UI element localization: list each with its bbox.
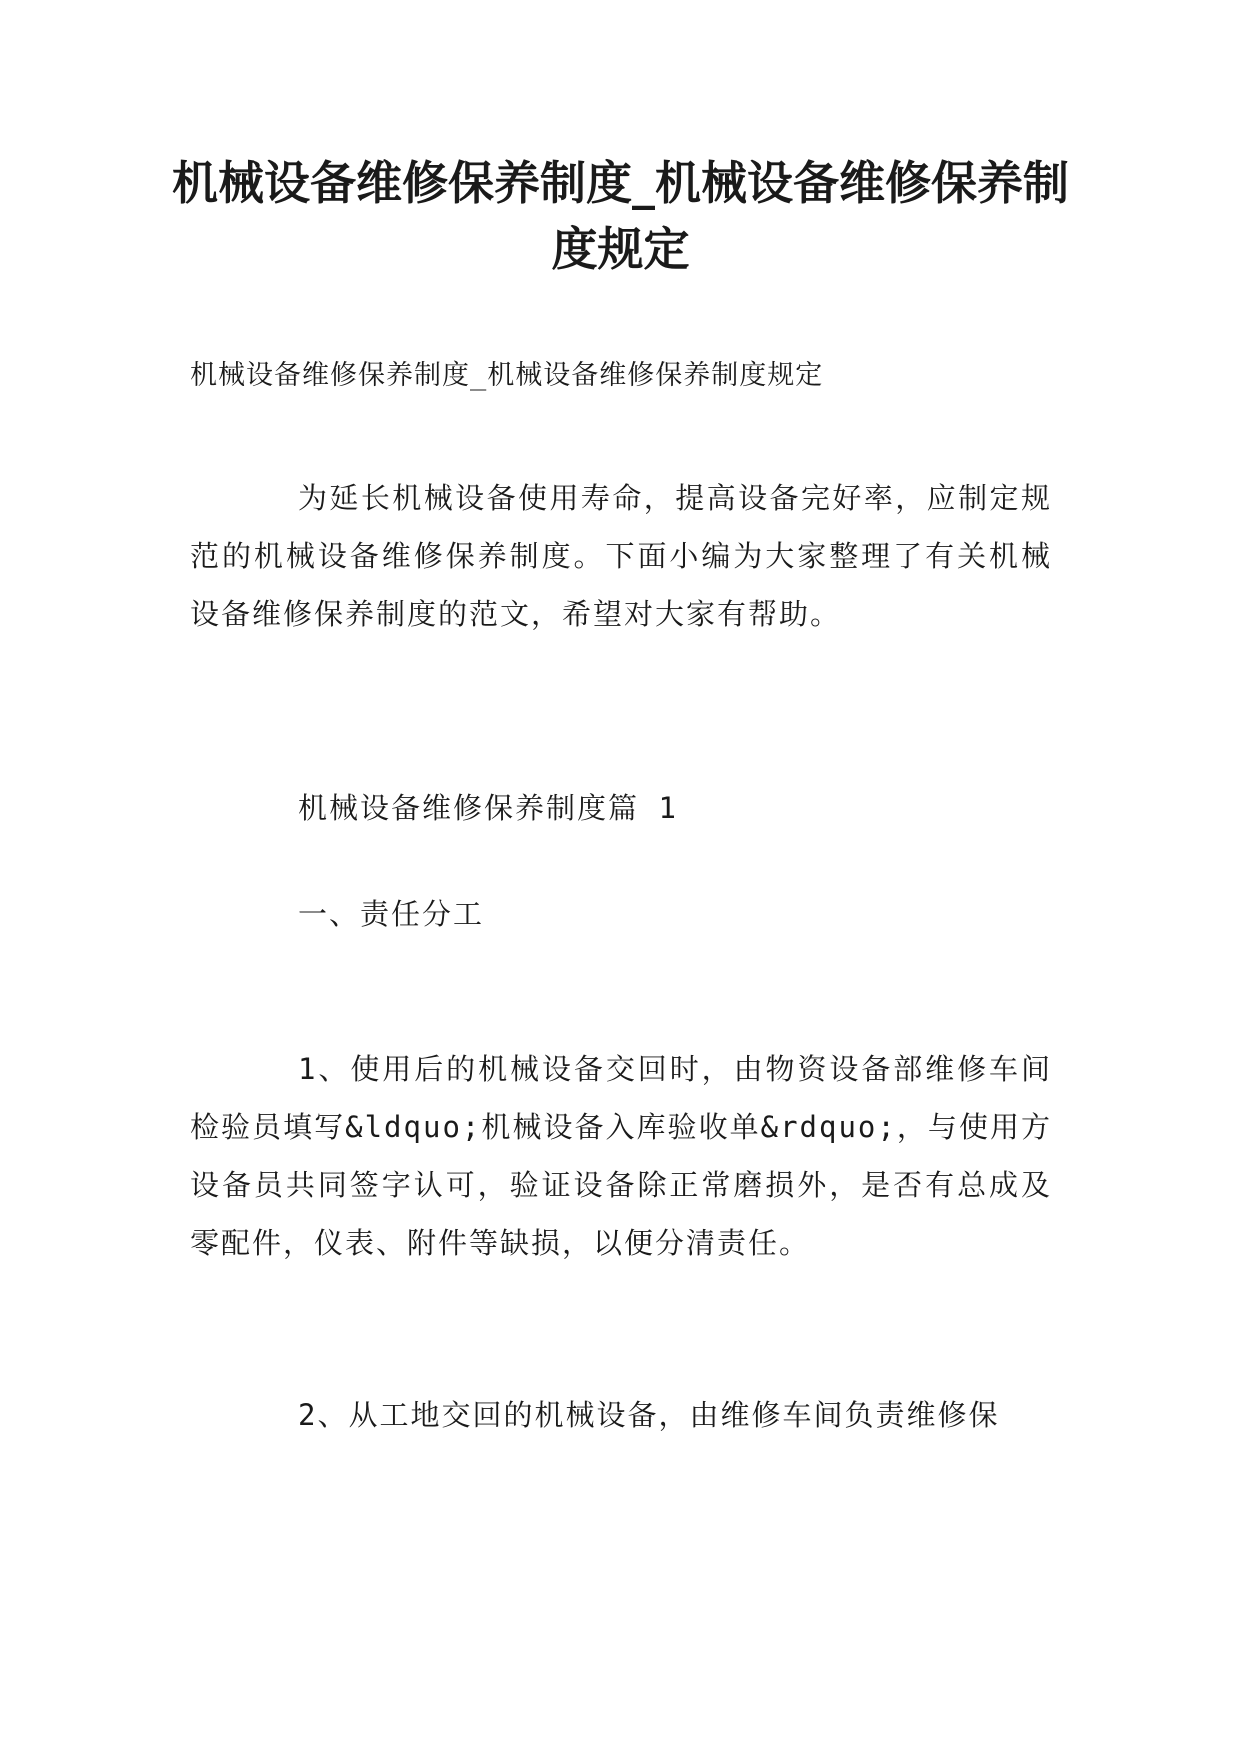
paragraph-item-2: 2、从工地交回的机械设备，由维修车间负责维修保 [298, 1398, 1000, 1432]
document-subtitle: 机械设备维修保养制度_机械设备维修保养制度规定 [190, 360, 824, 391]
sub-heading-responsibility: 一、责任分工 [298, 897, 485, 931]
intro-paragraph: 为延长机械设备使用寿命，提高设备完好率，应制定规范的机械设备维修保养制度。下面小编为大家整理了有关机械设备维修保养制度的范文，希望对大家有帮助。 [190, 481, 1052, 631]
section-heading: 机械设备维修保养制度篇 1 [298, 791, 678, 825]
document-title: 机械设备维修保养制度_机械设备维修保养制度规定 [172, 156, 1069, 276]
paragraph-item-1: 1、使用后的机械设备交回时，由物资设备部维修车间检验员填写&ldquo;机械设备入库验收单&rdquo;，与使用方设备员共同签字认可，验证设备除正常磨损外，是否有总成及零配件，仪表、附件等缺损，以便分清责任。 [190, 1052, 1052, 1260]
